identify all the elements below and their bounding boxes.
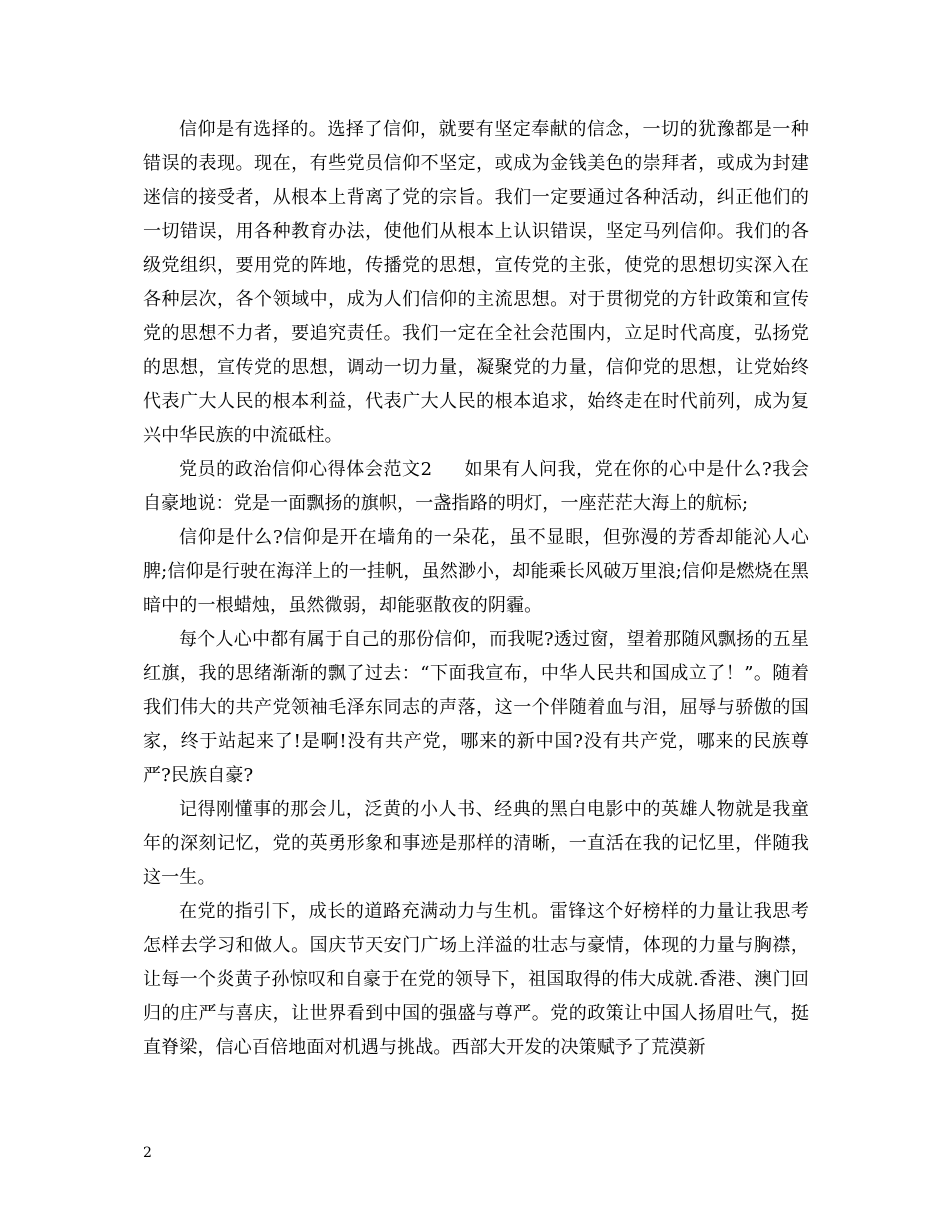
document-body [143,113,809,1065]
page-number: 2 [143,1145,152,1161]
paragraph: 记得刚懂事的那会儿，泛黄的小人书、经典的黑白电影中的英雄人物就是我童年的深刻记忆，党的英勇形象和事迹是那样的清晰，一直活在我的记忆里，伴随我这一生。 [143,799,809,888]
paragraph: 在党的指引下，成长的道路充满动力与生机。雷锋这个好榜样的力量让我思考怎样去学习和做人。国庆节天安门广场上洋溢的壮志与豪情，体现的力量与胸襟，让每一个炎黄子孙惊叹和自豪于在党的领导下，祖国取得的伟大成就.香港、澳门回归的庄严与喜庆，让世界看到中国的强盛与尊严。党的政策让中国人扬眉吐气，挺直脊梁，信心百倍地面对机遇与挑战。西部大开发的决策赋予了荒漠新 [143,901,809,1058]
paragraph: 信仰是有选择的。选择了信仰，就要有坚定奉献的信念，一切的犹豫都是一种错误的表现。现在，有些党员信仰不坚定，或成为金钱美色的崇拜者，或成为封建迷信的接受者，从根本上背离了党的宗旨。我们一定要通过各种活动，纠正他们的一切错误，用各种教育办法，使他们从根本上认识错误，坚定马列信仰。我们的各级党组织，要用党的阵地，传播党的思想，宣传党的主张，使党的思想切实深入在各种层次，各个领域中，成为人们信仰的主流思想。对于贯彻党的方针政策和宣传党的思想不力者，要追究责任。我们一定在全社会范围内，立足时代高度，弘扬党的思想，宣传党的思想，调动一切力量，凝聚党的力量，信仰党的思想，让党始终代表广大人民的根本利益，代表广大人民的根本追求，始终走在时代前列，成为复兴中华民族的中流砥柱。 [143,119,809,446]
heading-paragraph [143,453,809,521]
paragraph: 每个人心中都有属于自己的那份信仰，而我呢?透过窗，望着那随风飘扬的五星红旗，我的思绪渐渐的飘了过去：“下面我宣布，中华人民共和国成立了！”。随着我们伟大的共产党领袖毛泽东同志的声落，这一个伴随着血与泪，屈辱与骄傲的国家，终于站起来了!是啊!没有共产党，哪来的新中国?没有共产党，哪来的民族尊严?民族自豪? [143,629,809,786]
paragraph: 信仰是什么?信仰是开在墙角的一朵花，虽不显眼，但弥漫的芳香却能沁人心脾;信仰是行驶在海洋上的一挂帆，虽然渺小，却能乘长风破万里浪;信仰是燃烧在黑暗中的一根蜡烛，虽然微弱，却能驱散夜的阴霾。 [143,527,809,616]
section-intro-text: 如果有人问我，党在你的心中是什么?我会自豪地说：党是一面飘扬的旗帜，一盏指路的明灯，一座茫茫大海上的航标; [143,459,809,514]
section-title: 党员的政治信仰心得体会范文2 [179,459,433,480]
